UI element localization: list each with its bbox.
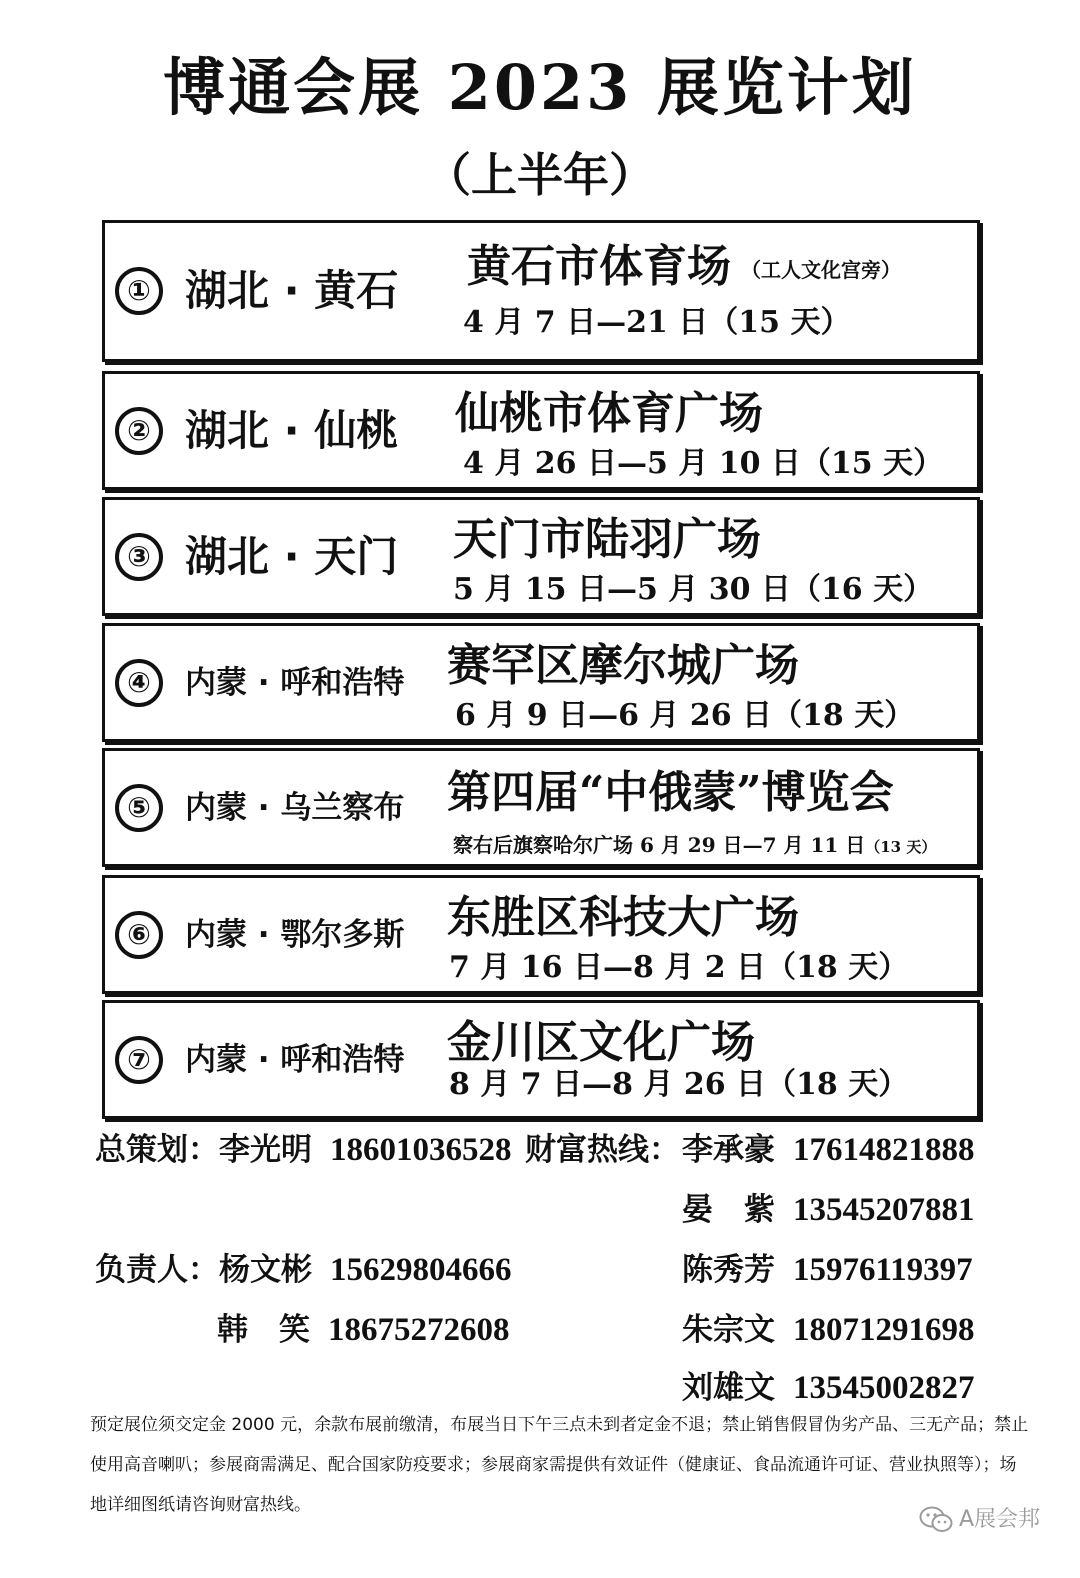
manager-row (217, 1308, 510, 1352)
contact-phone: 13545002827 (793, 1370, 975, 1406)
event-dates: 6 月 9 日—6 月 26 日（18 天） (455, 698, 915, 733)
event-venue (467, 239, 901, 298)
event-region: 内蒙 · 鄂尔多斯 (185, 916, 405, 953)
event-venue-note: （工人文化宫旁） (741, 257, 901, 282)
event-venue-name: 黄石市体育场 (467, 241, 731, 292)
hotline-row (682, 1188, 975, 1232)
event-dates: 8 月 7 日—8 月 26 日（18 天） (449, 1067, 909, 1102)
event-number: ② (115, 407, 163, 455)
event-dates-text: 察右后旗察哈尔广场 6 月 29 日—7 月 11 日 (453, 833, 866, 857)
booking-notice: 预定展位须交定金 2000 元，余款布展前缴清，布展当日下午三点未到者定金不退；禁止销售假冒伪劣产品、三无产品；禁止使用高音喇叭；参展商需满足、配合国家防疫要求；参展商家需提供有效证件（健康证、食品流通许可证、营业执照等）；场地详细图纸请咨询财富热线。 (90, 1415, 1029, 1515)
watermark-text: A展会邦 (958, 1507, 1040, 1532)
contact-name: 韩 笑 (217, 1312, 310, 1348)
wechat-icon (919, 1506, 953, 1534)
event-number: ⑥ (115, 911, 163, 959)
contact-phone: 18071291698 (793, 1312, 975, 1348)
contact-phone: 13545207881 (793, 1192, 975, 1228)
event-dates: 7 月 16 日—8 月 2 日（18 天） (449, 950, 909, 985)
event-region: 内蒙 · 乌兰察布 (185, 789, 405, 826)
event-region: 内蒙 · 呼和浩特 (185, 664, 405, 701)
hotline-row (682, 1366, 975, 1410)
manager-row (95, 1248, 512, 1292)
contact-name: 李光明 (219, 1132, 312, 1168)
contact-phone: 15976119397 (793, 1252, 973, 1288)
event-box (102, 623, 980, 742)
contact-name: 朱宗文 (682, 1312, 775, 1348)
hotline-row (682, 1128, 975, 1172)
event-venue: 第四届“中俄蒙”博览会 (447, 767, 894, 818)
event-venue: 金川区文化广场 (447, 1017, 755, 1068)
event-number: ① (115, 267, 163, 315)
event-number: ③ (115, 533, 163, 581)
contact-name: 杨文彬 (219, 1252, 312, 1288)
event-number: ⑤ (115, 784, 163, 832)
event-number: ⑦ (115, 1036, 163, 1084)
event-number: ④ (115, 659, 163, 707)
event-box (102, 497, 980, 616)
hotline-row (682, 1308, 975, 1352)
event-dates (453, 825, 936, 867)
event-box (102, 875, 980, 994)
event-venue: 赛罕区摩尔城广场 (447, 640, 799, 691)
contact-phone: 15629804666 (330, 1252, 512, 1288)
event-dates: 5 月 15 日—5 月 30 日（16 天） (453, 572, 934, 607)
event-venue: 天门市陆羽广场 (453, 514, 761, 565)
watermark (919, 1500, 1040, 1540)
hotline-label: 财富热线： (525, 1132, 680, 1168)
page-title: 博通会展 2023 展览计划 (163, 51, 917, 124)
event-venue: 仙桃市体育广场 (455, 388, 763, 439)
contact-phone: 18675272608 (328, 1312, 510, 1348)
page-subtitle: （上半年） (425, 148, 655, 202)
contact-name: 李承豪 (682, 1132, 775, 1168)
manager-label: 负责人： (95, 1252, 219, 1288)
event-region: 湖北 · 仙桃 (185, 405, 399, 455)
hotline-row (682, 1248, 973, 1292)
event-days: （13 天） (865, 838, 937, 856)
event-dates: 4 月 7 日—21 日（15 天） (463, 305, 851, 340)
planner-label: 总策划： (95, 1132, 219, 1168)
event-region: 湖北 · 黄石 (185, 266, 399, 315)
planner-row (95, 1128, 512, 1172)
contact-phone: 17614821888 (793, 1132, 975, 1168)
event-box (102, 371, 980, 490)
event-dates: 4 月 26 日—5 月 10 日（15 天） (463, 446, 944, 481)
contact-phone: 18601036528 (330, 1132, 512, 1168)
event-region: 内蒙 · 呼和浩特 (185, 1041, 405, 1078)
event-venue: 东胜区科技大广场 (447, 892, 799, 943)
contact-name: 刘雄文 (682, 1370, 775, 1406)
event-region: 湖北 · 天门 (185, 531, 399, 581)
event-box (102, 220, 980, 362)
contact-name: 晏 紫 (682, 1192, 775, 1228)
event-box (102, 1000, 980, 1119)
event-box (102, 748, 980, 867)
contact-name: 陈秀芳 (682, 1252, 775, 1288)
